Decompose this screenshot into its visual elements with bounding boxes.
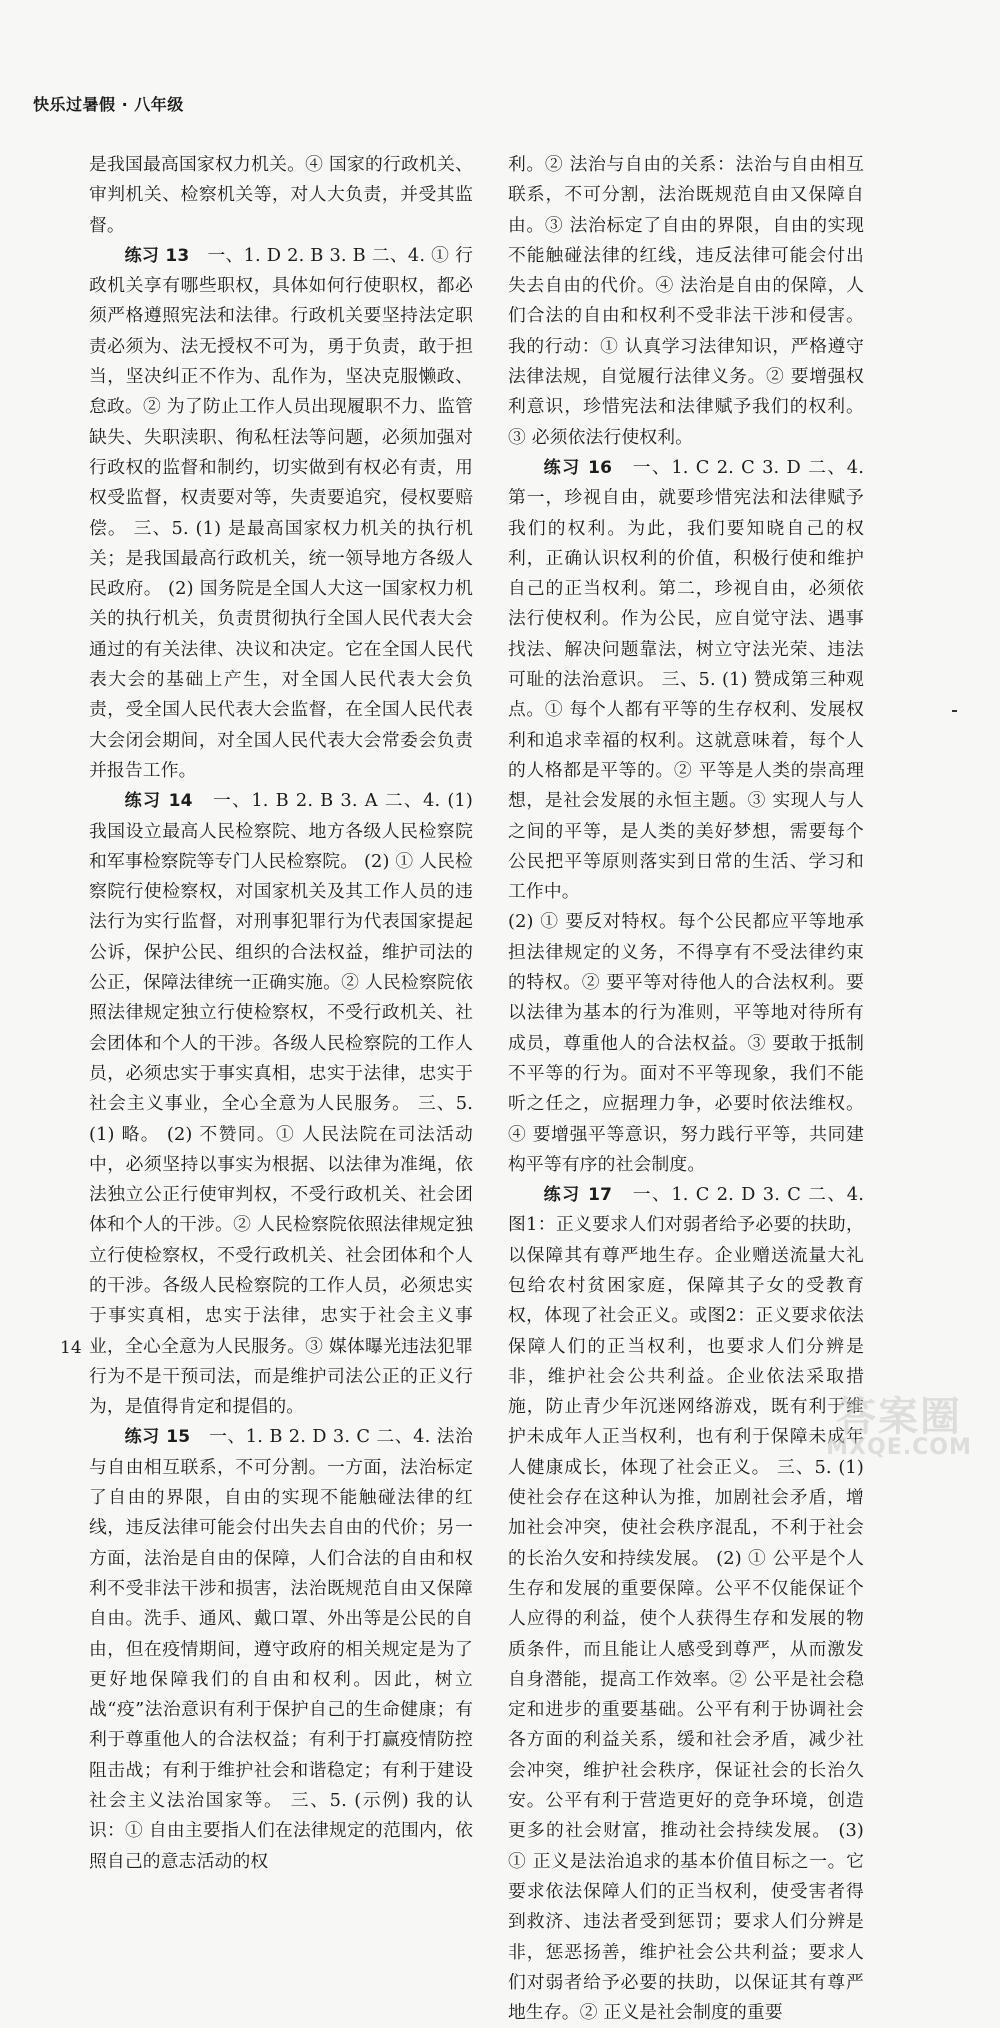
exercise-answer: 一、1. C 2. C 3. D 二、4. 第一，珍视自由，就要珍惜宪法和法律赋予我们的权利。为此，我们要知晓自己的权利，正确认识权利的价值，积极行使和维护自己的正当权利。第二，珍视自由，必须依法行使权利。作为公民，应自觉守法、遇事找法、解决问题靠法，树立守法光荣、违法可耻的法治意识。 三、5. (1) 赞成第三种观点。① 每个人都有平等的生存权利、发展权利和追求幸福的权利。这就意味着，每个人的人格都是平等的。② 平等是人类的崇高理想，是社会发展的永恒主题。③ 实现人与人之间的平等，是人类的美好梦想，需要每个公民把平等原则落实到日常的生活、学习和工作中。 — [508, 456, 864, 903]
left-column — [89, 150, 473, 1877]
watermark-text: 答案圈 — [836, 1394, 962, 1440]
margin-mark — [952, 710, 957, 712]
running-header: 快乐过暑假 · 八年级 — [33, 95, 184, 114]
right-column — [508, 150, 864, 2028]
paragraph: 是我国最高国家权力机关。④ 国家的行政机关、审判机关、检察机关等，对人大负责，并受其监督。 — [89, 154, 473, 236]
exercise-label: 练习 13 — [124, 245, 190, 266]
watermark-url: MXQE.COM — [826, 1435, 972, 1460]
exercise-answer: 一、1. B 2. B 3. A 二、4. (1) 我国设立最高人民检察院、地方各级人民检察院和军事检察院等专门人民检察院。 (2) ① 人民检察院行使检察权，对国家机关及其工作人员的违法行为实行监督，对刑事犯罪行为代表国家提起公诉，保护公民、组织的合法权益，维护司法的公正，保障法律统一正确实施。② 人民检察院依照法律规定独立行使检察权，不受行政机关、社会团体和个人的干涉。各级人民检察院的工作人员，必须忠实于事实真相，忠实于法律，忠实于社会主义事业，全心全意为人民服务。 三、5. (1) 略。 (2) 不赞同。① 人民法院在司法活动中，必须坚持以事实为根据、以法律为准绳，依法独立公正行使审判权，不受行政机关、社会团体和个人的干涉。② 人民检察院依照法律规定独立行使检察权，不受行政机关、社会团体和个人的干涉。各级人民检察院的工作人员，必须忠实于事实真相，忠实于法律，忠实于社会主义事业，全心全意为人民服务。③ 媒体曝光违法犯罪行为不是干预司法，而是维护司法公正的正义行为，是值得肯定和提倡的。 — [89, 790, 473, 1418]
exercise-label: 练习 15 — [124, 1427, 191, 1448]
exercise-answer: 一、1. B 2. D 3. C 二、4. 法治与自由相互联系，不可分割。一方面，法治标定了自由的界限，自由的实现不能触碰法律的红线，违反法律可能会付出失去自由的代价；另一方面，法治是自由的保障，人们合法的自由和权利不受非法干涉和损害，法治既规范自由又保障自由。洗手、通风、戴口罩、外出等是公民的自由，但在疫情期间，遵守政府的相关规定是为了更好地保障我们的自由和权利。因此，树立战“疫”法治意识有利于保护自己的生命健康；有利于尊重他人的合法权益；有利于打赢疫情防控阻击战；有利于维护社会和谐稳定；有利于建设社会主义法治国家等。 三、5. (示例) 我的认识：① 自由主要指人们在法律规定的范围内，依照自己的意志活动的权 — [89, 1426, 473, 1872]
exercise-answer: 一、1. D 2. B 3. B 二、4. ① 行政机关享有哪些职权，具体如何行使职权，都必须严格遵照宪法和法律。行政机关要坚持法定职责必须为、法无授权不可为，勇于负责，敢于担当，坚决纠正不作为、乱作为，坚决克服懒政、怠政。② 为了防止工作人员出现履职不力、监管缺失、失职渎职、徇私枉法等问题，必须加强对行政权的监督和制约，切实做到有权必有责，用权受监督，权责要对等，失责要追究，侵权要赔偿。 三、5. (1) 是最高国家权力机关的执行机关；是我国最高行政机关，统一领导地方各级人民政府。 (2) 国务院是全国人大这一国家权力机关的执行机关，负责贯彻执行全国人民代表大会通过的有关法律、决议和决定。它在全国人民代表大会的基础上产生，对全国人民代表大会负责，受全国人民代表大会监督，在全国人民代表大会闭会期间，对全国人民代表大会常委会负责并报告工作。 — [89, 244, 474, 781]
paragraph: 利。② 法治与自由的关系：法治与自由相互联系，不可分割，法治既规范自由又保障自由。③ 法治标定了自由的界限，自由的实现不能触碰法律的红线，违反法律可能会付出失去自由的代价。④ 法治是自由的保障，人们合法的自由和权利不受非法干涉和侵害。我的行动：① 认真学习法律知识，严格遵守法律法规，自觉履行法律义务。② 要增强权利意识，珍惜宪法和法律赋予我们的权利。③ 必须依法行使权利。 — [508, 154, 864, 448]
exercise-17 — [508, 1180, 864, 2028]
exercise-label: 练习 14 — [124, 791, 193, 812]
exercise-16 — [508, 453, 864, 907]
exercise-label: 练习 16 — [543, 457, 613, 478]
page-number: 14 — [60, 1338, 82, 1358]
exercise-16-continued: (2) ① 要反对特权。每个公民都应平等地承担法律规定的义务，不得享有不受法律约束的特权。② 要平等对待他人的合法权利。要以法律为基本的行为准则，平等地对待所有成员，尊重他人的合法权益。③ 要敢于抵制不平等的行为。面对不平等现象，我们不能听之任之，应据理力争，必要时依法维权。④ 要增强平等意识，努力践行平等，共同建构平等有序的社会制度。 — [508, 911, 864, 1175]
exercise-15 — [89, 1422, 473, 1876]
exercise-answer: 一、1. C 2. D 3. C 二、4. 图1：正义要求人们对弱者给予必要的扶助，以保障其有尊严地生存。企业赠送流量大礼包给农村贫困家庭，保障其子女的受教育权，体现了社会正义。或图2：正义要求依法保障人们的正当权利，也要求人们分辨是非，维护社会公共利益。企业依法采取措施，防止青少年沉迷网络游戏，既有利于维护未成年人正当权利，也有利于保障未成年人健康成长，体现了社会正义。 三、5. (1) 使社会存在这种认为推，加剧社会矛盾，增加社会冲突，使社会秩序混乱，不利于社会的长治久安和持续发展。 (2) ① 公平是个人生存和发展的重要保障。公平不仅能保证个人应得的利益，使个人获得生存和发展的物质条件，而且能让人感受到尊严，从而激发自身潜能，提高工作效率。② 公平是社会稳定和进步的重要基础。公平有利于协调社会各方面的利益关系，缓和社会矛盾，减少社会冲突，维护社会秩序，保证社会的长治久安。公平有利于营造更好的竞争环境，创造更多的社会财富，推动社会持续发展。 (3) ① 正义是法治追求的基本价值目标之一。它要求依法保障人们的正当权利，使受害者得到救济、违法者受到惩罚；要求人们分辨是非，惩恶扬善，维护社会公共利益；要求人们对弱者给予必要的扶助，以保证其有尊严地生存。② 正义是社会制度的重要 — [508, 1184, 865, 2024]
exercise-label: 练习 17 — [543, 1185, 613, 1206]
watermark-logo — [806, 1385, 992, 1465]
exercise-13 — [89, 241, 473, 786]
exercise-14 — [89, 786, 473, 1422]
